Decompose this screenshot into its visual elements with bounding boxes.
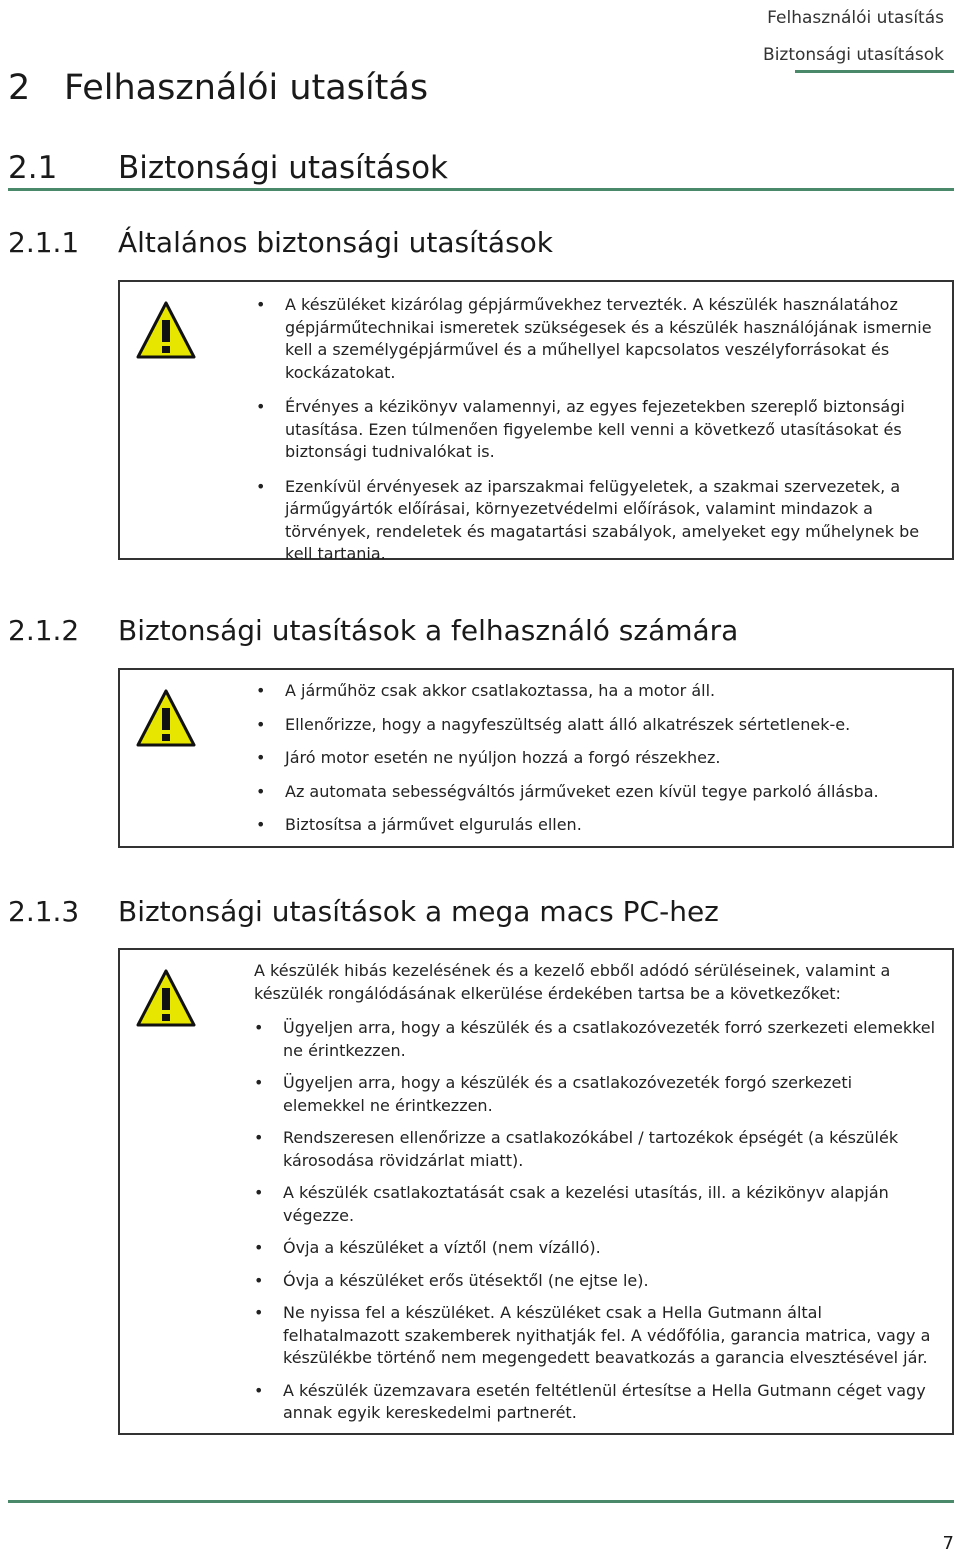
list-item: • Biztosítsa a járművet elgurulás ellen. (256, 814, 936, 837)
bullet-list (256, 680, 936, 837)
subsection-number: 2.1.2 (8, 614, 80, 647)
list-item: • Az automata sebességváltós járműveket ezen kívül tegye parkoló állásba. (256, 781, 936, 804)
subsection-number: 2.1.3 (8, 895, 80, 928)
running-header (763, 0, 944, 74)
list-item: • Járó motor esetén ne nyúljon hozzá a forgó részekhez. (256, 747, 936, 770)
list-item: • Ellenőrizze, hogy a nagyfeszültség alatt álló alkatrészek sértetlenek-e. (256, 714, 936, 737)
running-header-section: Biztonsági utasítások (763, 45, 944, 65)
list-item: • Ügyeljen arra, hogy a készülék és a csatlakozóvezeték forró szerkezeti elemekkel ne érintkezzen. (254, 1017, 936, 1062)
section-title: Biztonsági utasítások (118, 150, 448, 186)
subsection-title: Biztonsági utasítások a felhasználó számára (118, 614, 739, 647)
warning-panel-megamacs (118, 948, 954, 1435)
intro-paragraph: A készülék hibás kezelésének és a kezelő ebből adódó sérüléseinek, valamint a készülék rongálódásának elkerülése érdekében tartsa be a következőket: (254, 961, 891, 1003)
list-item: • Óvja a készüléket a víztől (nem vízálló). (254, 1237, 936, 1260)
list-item: • A készülék üzemzavara esetén feltétlenül értesítse a Hella Gutmann céget vagy annak egyik kereskedelmi partnerét. (254, 1380, 936, 1425)
warning-triangle-icon (136, 688, 196, 748)
footer-rule (8, 1500, 954, 1503)
list-item: • A készüléket kizárólag gépjárművekhez tervezték. A készülék használatához gépjárműtechnikai ismeretek szükségesek és a készülék használójának ismernie kell a személygépjárművel és a műhellyel kapcsolatos veszélyforrásokat és kockázatokat. (256, 294, 936, 384)
section-heading (8, 150, 448, 186)
running-header-chapter: Felhasználói utasítás (767, 8, 944, 28)
subsection-heading-user (8, 614, 738, 647)
header-rule (795, 70, 954, 73)
panel-content (254, 960, 936, 1435)
subsection-number: 2.1.1 (8, 226, 80, 259)
warning-panel-general (118, 280, 954, 563)
section-number: 2.1 (8, 150, 58, 186)
panel-content (256, 680, 936, 848)
list-item: • Ügyeljen arra, hogy a készülék és a csatlakozóvezeték forgó szerkezeti elemekkel ne érintkezzen. (254, 1072, 936, 1117)
chapter-title: Felhasználói utasítás (64, 68, 429, 108)
list-item: • Ne nyissa fel a készüléket. A készüléket csak a Hella Gutmann által felhatalmazott szakemberek nyithatják fel. A védőfólia, garancia matrica, vagy a készülékbe történő nem megengedett beavatkozás a garancia elvesztésével jár. (254, 1302, 936, 1370)
chapter-number: 2 (8, 68, 31, 108)
list-item: • Rendszeresen ellenőrizze a csatlakozókábel / tartozékok épségét (a készülék károsodása rövidzárlat miatt). (254, 1127, 936, 1172)
list-item: • Érvényes a kézikönyv valamennyi, az egyes fejezetekben szereplő biztonsági utasítása. Ezen túlmenően figyelembe kell venni a következő utasításokat és biztonsági tudnivalókat is. (256, 396, 936, 464)
warning-triangle-icon (136, 300, 196, 360)
list-item: • A készülék csatlakoztatását csak a kezelési utasítás, ill. a kézikönyv alapján végezze. (254, 1182, 936, 1227)
list-item: • A járműhöz csak akkor csatlakoztassa, ha a motor áll. (256, 680, 936, 703)
warning-triangle-icon (136, 968, 196, 1028)
subsection-heading-megamacs (8, 895, 719, 928)
panel-content (256, 294, 936, 578)
section-rule (8, 188, 954, 191)
chapter-heading (8, 68, 428, 108)
subsection-title: Biztonsági utasítások a mega macs PC-hez (118, 895, 719, 928)
subsection-heading-general (8, 226, 553, 259)
subsection-title: Általános biztonsági utasítások (118, 226, 553, 259)
bullet-list (256, 294, 936, 566)
list-item: • Óvja a készüléket erős ütésektől (ne ejtse le). (254, 1270, 936, 1293)
list-item: • Ezenkívül érvényesek az iparszakmai felügyeletek, a szakmai szervezetek, a járműgyártók előírásai, környezetvédelmi előírások, valamint mindazok a törvények, rendeletek és magatartási szabályok, amelyeket egy műhelynek be kell tartania. (256, 476, 936, 566)
bullet-list (254, 1017, 936, 1425)
page-number: 7 (942, 1533, 954, 1554)
warning-panel-user (118, 668, 954, 848)
